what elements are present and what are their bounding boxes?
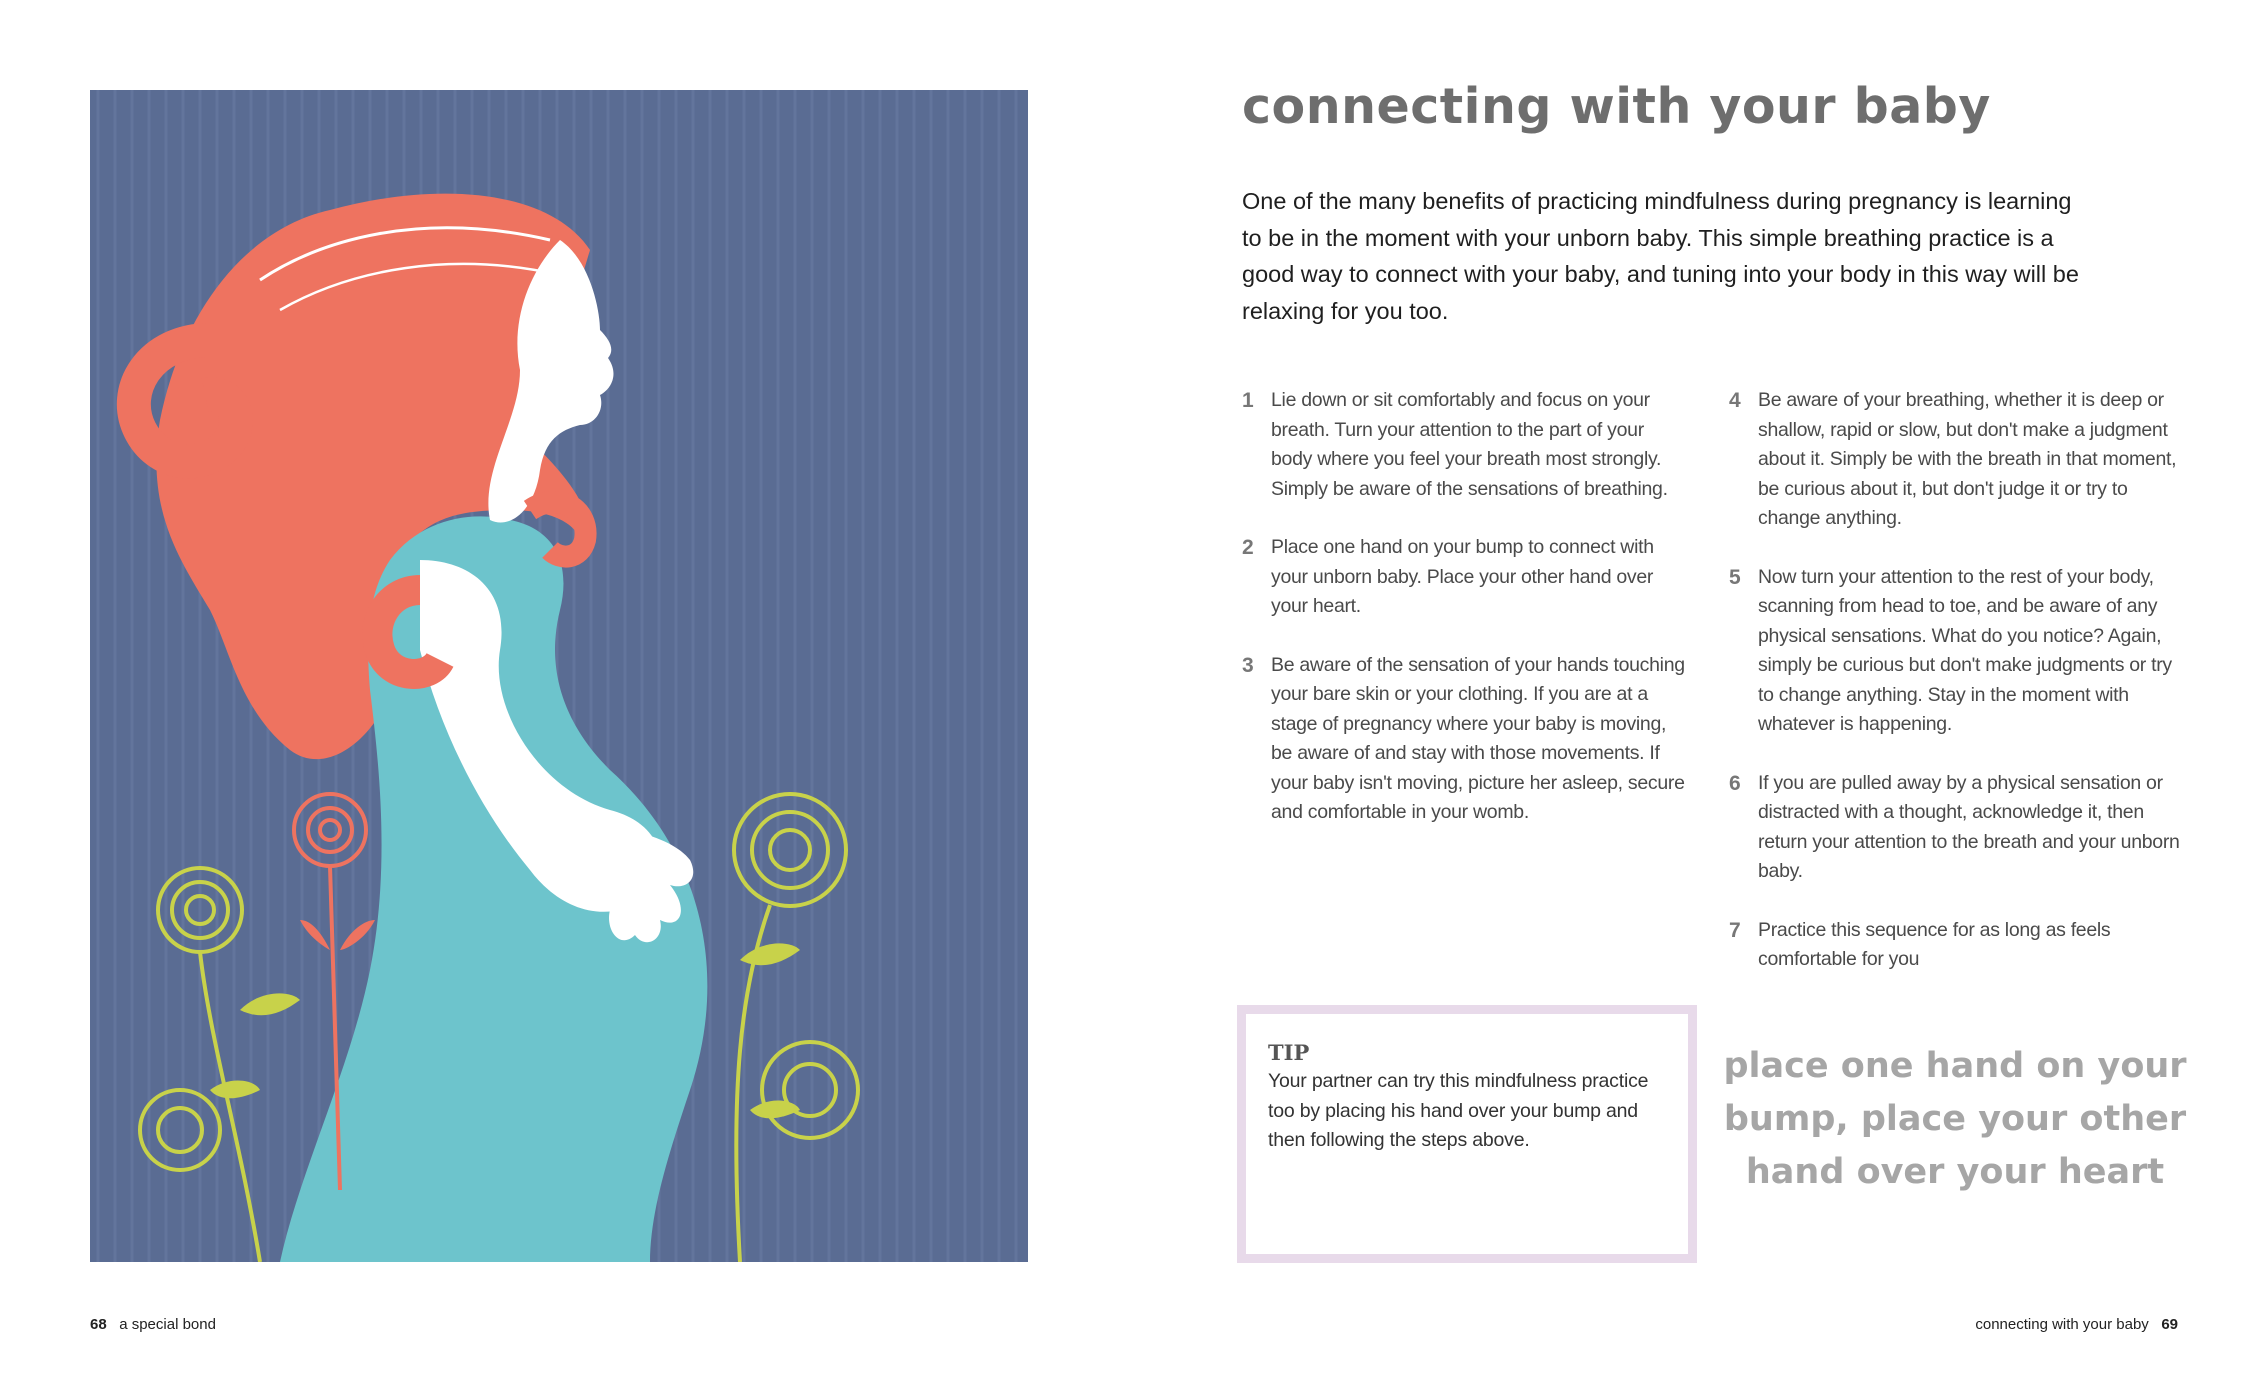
intro-paragraph: One of the many benefits of practicing mindfulness during pregnancy is learning to be in the moment with your unborn baby. This simple breathing practice is a good way to connect with your baby, and tuning into your body in this way will be relaxing for you too. xyxy=(1242,188,2079,324)
step-text: Be aware of the sensation of your hands touching your bare skin or your clothing. If you are at a stage of pregnancy where your baby is moving, be aware of and stay with those movements. If your baby isn't moving, picture her asleep, secure and comfortable in your womb. xyxy=(1271,653,1685,823)
page-title: connecting with your baby xyxy=(1242,78,1991,135)
step-item xyxy=(1729,916,2184,975)
page-number-right: 69 xyxy=(2161,1316,2178,1333)
tip-title: TIP xyxy=(1268,1040,1310,1065)
section-name-left: a special bond xyxy=(119,1316,216,1333)
step-text: Place one hand on your bump to connect with your unborn baby. Place your other hand over your heart. xyxy=(1271,536,1654,617)
pull-quote: place one hand on your bump, place your other hand over your heart xyxy=(1723,1046,2187,1192)
steps-column-left xyxy=(1242,386,1687,857)
step-item xyxy=(1242,386,1687,504)
step-text: If you are pulled away by a physical sensation or distracted with a thought, acknowledge it, then return your attention to the breath and your unborn baby. xyxy=(1758,771,2180,882)
step-item xyxy=(1729,386,2184,534)
pregnant-woman-illustration xyxy=(90,90,1028,1262)
step-text: Practice this sequence for as long as feels comfortable for you xyxy=(1758,918,2111,970)
step-number: 6 xyxy=(1729,771,1741,795)
step-text: Lie down or sit comfortably and focus on your breath. Turn your attention to the part of your body where you feel your breath most strongly. Simply be aware of the sensations of breathing. xyxy=(1271,389,1668,500)
tip-box xyxy=(1237,1005,1697,1263)
tip-text: Your partner can try this mindfulness practice too by placing his hand over your bump and then following the steps above. xyxy=(1268,1070,1649,1151)
step-item xyxy=(1729,563,2184,740)
step-number: 4 xyxy=(1729,389,1741,412)
step-text: Now turn your attention to the rest of your body, scanning from head to toe, and be aware of any physical sensations. What do you notice? Again, simply be curious but don't make judgments or try to change anything. Stay in the moment with whatever is happening. xyxy=(1758,565,2172,735)
step-number: 7 xyxy=(1729,918,1741,942)
step-text: Be aware of your breathing, whether it is deep or shallow, rapid or slow, but don't make a judgment about it. Simply be with the breath in that moment, be curious about it, but don't judge it or try to change anything. xyxy=(1758,389,2177,529)
step-number: 1 xyxy=(1242,389,1254,412)
page-number-left: 68 xyxy=(90,1316,107,1333)
section-name-right: connecting with your baby xyxy=(1975,1316,2149,1333)
step-item xyxy=(1729,769,2184,887)
step-number: 3 xyxy=(1242,653,1254,677)
footer-left xyxy=(90,1316,216,1333)
steps-column-right xyxy=(1729,386,2184,1004)
step-number: 2 xyxy=(1242,536,1254,559)
step-item xyxy=(1242,533,1687,622)
footer-right xyxy=(1975,1316,2178,1333)
step-number: 5 xyxy=(1729,565,1741,589)
step-item xyxy=(1242,651,1687,828)
